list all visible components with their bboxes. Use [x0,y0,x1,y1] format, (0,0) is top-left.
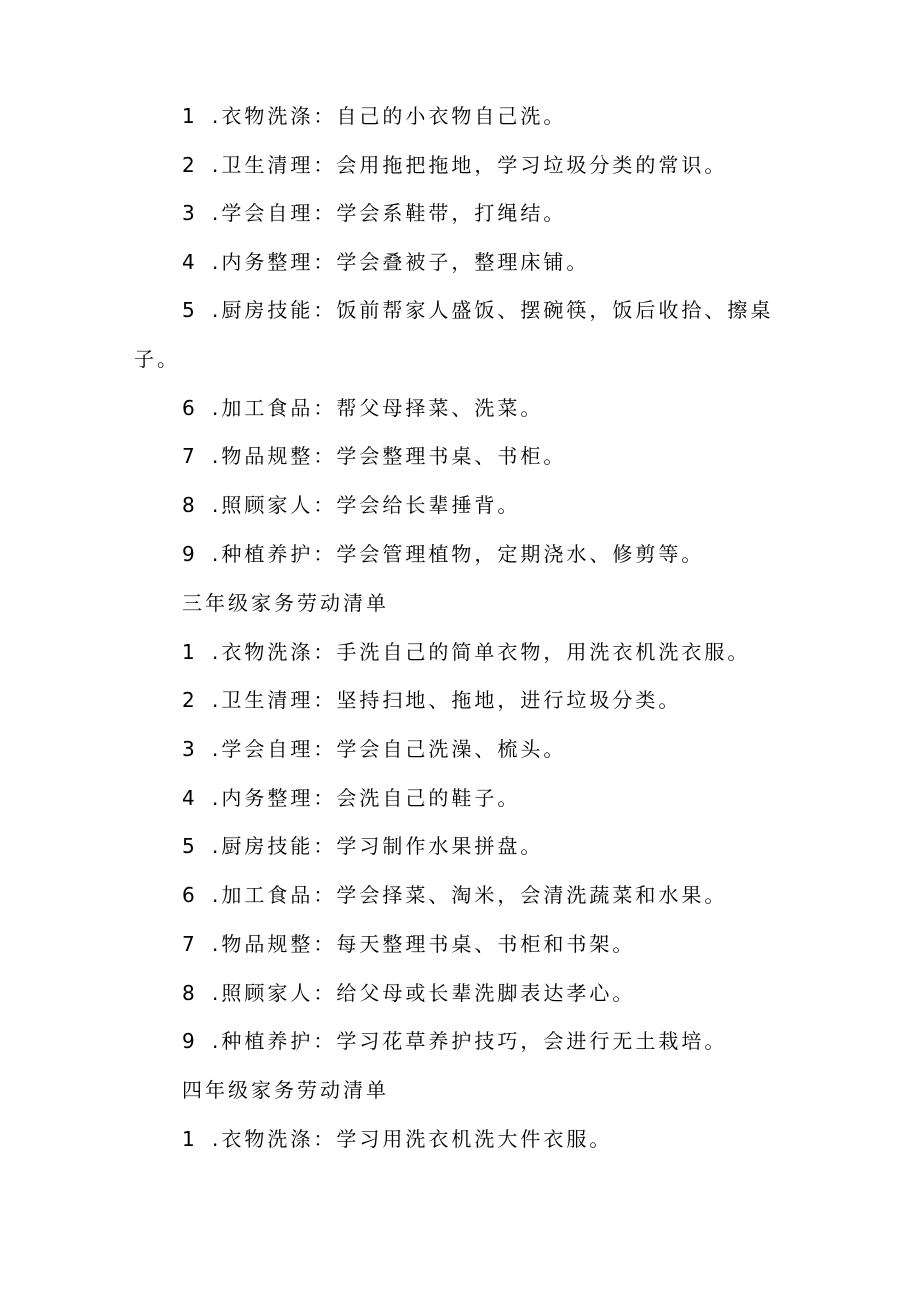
item-number: 7 [182,444,195,468]
item-number: 6 [182,883,195,907]
item-number: 5 [182,834,195,858]
item-number: 1 [182,640,195,664]
item-text: .衣物洗涤：自己的小衣物自己洗。 [212,104,567,128]
item-number: 8 [182,981,195,1005]
item-text: .照顾家人：给父母或长辈洗脚表达孝心。 [212,981,636,1005]
item-text: .种植养护：学习花草养护技巧，会进行无土栽培。 [212,1029,728,1053]
list-item [0,394,920,422]
list-item [0,199,920,227]
item-number: 3 [182,737,195,761]
list-item [0,442,920,470]
item-text: .学会自理：学会系鞋带，打绳结。 [212,201,567,225]
item-text: .厨房技能：学习制作水果拼盘。 [212,834,544,858]
item-number: 5 [182,298,195,322]
item-text: .卫生清理：坚持扫地、拖地，进行垃圾分类。 [212,688,682,712]
item-text: .衣物洗涤：学习用洗衣机洗大件衣服。 [212,1127,613,1151]
item-text: .内务整理：会洗自己的鞋子。 [212,786,521,810]
list-item [0,784,920,812]
item-text: .照顾家人：学会给长辈捶背。 [212,493,521,517]
item-text: .卫生清理：会用拖把拖地，学习垃圾分类的常识。 [212,153,728,177]
list-item [0,1125,920,1153]
item-number: 9 [182,542,195,566]
list-item [0,1027,920,1055]
section-heading-grade3 [0,589,920,617]
item-number: 2 [182,688,195,712]
item-text-continuation: 子。 [134,347,180,371]
item-text: .学会自理：学会自己洗澡、梳头。 [212,737,567,761]
item-text: .种植养护：学会管理植物，定期浇水、修剪等。 [212,542,705,566]
item-number: 1 [182,1127,195,1151]
item-number: 4 [182,250,195,274]
item-text: .内务整理：学会叠被子，整理床铺。 [212,250,590,274]
list-item [0,881,920,909]
item-number: 1 [182,104,195,128]
item-number: 4 [182,786,195,810]
list-item [0,832,920,860]
list-item [0,686,920,714]
list-item-continuation [0,345,920,373]
list-item [0,540,920,568]
item-number: 6 [182,396,195,420]
list-item [0,735,920,763]
item-number: 7 [182,932,195,956]
item-text: .物品规整：学会整理书桌、书柜。 [212,444,567,468]
item-number: 8 [182,493,195,517]
item-text: .衣物洗涤：手洗自己的简单衣物，用洗衣机洗衣服。 [212,640,751,664]
item-text: .物品规整：每天整理书桌、书柜和书架。 [212,932,636,956]
item-number: 2 [182,153,195,177]
list-item [0,638,920,666]
item-text: .加工食品：帮父母择菜、洗菜。 [212,396,544,420]
item-number: 3 [182,201,195,225]
item-text: .厨房技能：饭前帮家人盛饭、摆碗筷，饭后收拾、擦桌 [212,298,774,322]
list-item [0,930,920,958]
list-item [0,248,920,276]
section-heading-grade4 [0,1076,920,1104]
list-item [0,979,920,1007]
list-item [0,151,920,179]
section-heading-text: 三年级家务劳动清单 [182,591,389,615]
list-item [0,102,920,130]
list-item [0,296,920,324]
section-heading-text: 四年级家务劳动清单 [182,1078,389,1102]
list-item [0,491,920,519]
item-text: .加工食品：学会择菜、淘米，会清洗蔬菜和水果。 [212,883,728,907]
item-number: 9 [182,1029,195,1053]
